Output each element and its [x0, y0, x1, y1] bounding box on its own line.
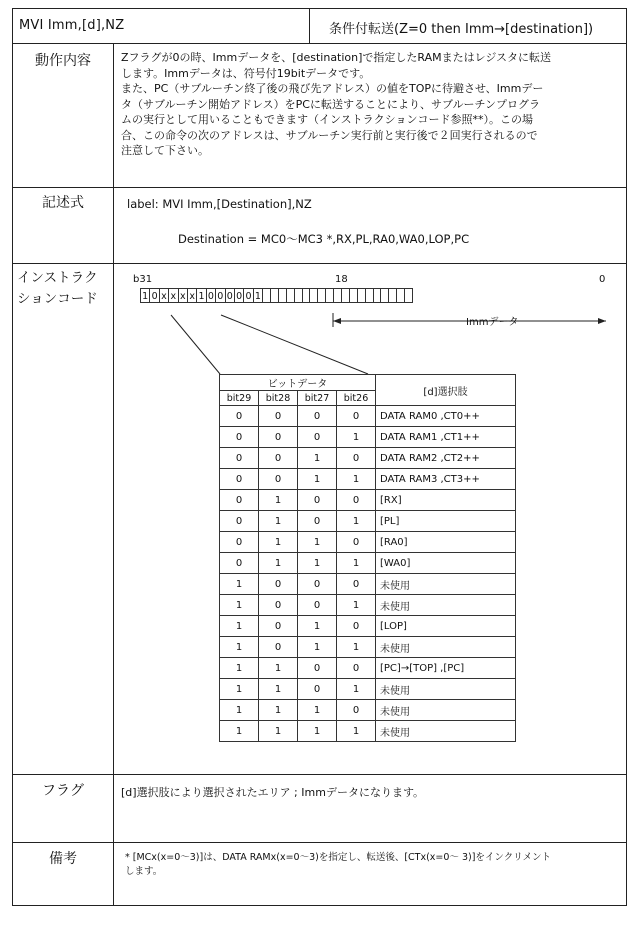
instruction-title: MVI Imm,[d],NZ — [19, 18, 125, 33]
bit-cell: 0 — [225, 288, 235, 303]
bit18-label: 18 — [335, 274, 348, 285]
remarks-label: 備考 — [49, 851, 77, 867]
table-row — [220, 511, 516, 532]
bit-value-cell: 0 — [298, 427, 337, 448]
destination-cell: [LOP] — [376, 616, 516, 637]
bit-value-cell: 0 — [298, 595, 337, 616]
operation-line: 注意して下さい。 — [121, 144, 209, 157]
destination-cell: DATA RAM0 ,CT0++ — [376, 406, 516, 427]
syntax-label: 記述式 — [42, 195, 84, 211]
bit-value-cell: 1 — [259, 553, 298, 574]
bit-value-cell: 1 — [298, 469, 337, 490]
bit-value-cell: 1 — [220, 679, 259, 700]
header-divider — [309, 9, 310, 43]
bit-value-cell: 1 — [259, 490, 298, 511]
bit-value-cell: 1 — [259, 700, 298, 721]
bit-value-cell: 0 — [298, 406, 337, 427]
destination-cell: [RX] — [376, 490, 516, 511]
bit-value-cell: 0 — [259, 469, 298, 490]
bit-value-cell: 0 — [337, 406, 376, 427]
bit-value-cell: 0 — [337, 658, 376, 679]
bit-cell: 1 — [196, 288, 206, 303]
code-label-line: インストラク — [17, 270, 98, 286]
bit-value-cell: 1 — [259, 679, 298, 700]
table-row — [220, 427, 516, 448]
bit-column-header: bit28 — [259, 391, 298, 406]
page-frame — [12, 8, 627, 906]
destination-cell: 未使用 — [376, 574, 516, 595]
bit-value-cell: 1 — [337, 553, 376, 574]
bit-value-cell: 0 — [337, 574, 376, 595]
table-row — [220, 700, 516, 721]
operation-line: タ（サブルーチン開始アドレス）をPCに転送することにより、サブルーチンプログラ — [121, 97, 541, 111]
bit-value-cell: 0 — [298, 658, 337, 679]
bit-value-cell: 1 — [259, 721, 298, 742]
bit-value-cell: 1 — [259, 511, 298, 532]
bit-value-cell: 1 — [220, 616, 259, 637]
table-row — [220, 595, 516, 616]
operation-line: Zフラグが0の時、Immデータを、[destination]で指定したRAMまたはレジスタに転送 — [121, 51, 552, 64]
bit-cell: 1 — [253, 288, 263, 303]
bit0-label: 0 — [599, 274, 606, 285]
destination-cell: [PL] — [376, 511, 516, 532]
bit-cell: x — [187, 288, 197, 303]
bit-value-cell: 0 — [337, 448, 376, 469]
bit-value-cell: 1 — [298, 721, 337, 742]
bit-value-cell: 0 — [298, 511, 337, 532]
bit-cell: 0 — [215, 288, 225, 303]
bit-data-header: ビットデータ — [220, 375, 376, 391]
bit-value-cell: 1 — [220, 700, 259, 721]
destination-cell: 未使用 — [376, 679, 516, 700]
destination-cell: DATA RAM2 ,CT2++ — [376, 448, 516, 469]
bit-value-cell: 1 — [337, 427, 376, 448]
row-divider — [13, 187, 626, 188]
bit-value-cell: 0 — [259, 448, 298, 469]
bit-value-cell: 0 — [220, 553, 259, 574]
bit-value-cell: 1 — [337, 469, 376, 490]
remarks-line: * [MCx(x=0～3)]は、DATA RAMx(x=0～3)を指定し、転送後、[CTx(x=0～ 3)]をインクリメント — [125, 852, 552, 863]
destination-list: Destination = MC0～MC3 *,RX,PL,RA0,WA0,LOP,PC — [178, 232, 470, 246]
expansion-line-left — [171, 315, 220, 374]
imm-data-label: Immデータ — [466, 317, 519, 328]
bit-value-cell: 0 — [259, 616, 298, 637]
bit-cell: x — [168, 288, 178, 303]
table-row — [220, 448, 516, 469]
bit-value-cell: 0 — [220, 427, 259, 448]
bit-value-cell: 0 — [259, 574, 298, 595]
bit-value-cell: 1 — [298, 532, 337, 553]
operation-line: ムの実行として用いることもできます（インストラクションコード参照**）。この場 — [121, 113, 533, 126]
code-label-line: ションコード — [17, 291, 98, 307]
table-row — [220, 721, 516, 742]
destination-cell: [WA0] — [376, 553, 516, 574]
bit-value-cell: 0 — [220, 448, 259, 469]
bit-value-cell: 1 — [259, 658, 298, 679]
operation-description — [121, 50, 617, 159]
bit-value-cell: 1 — [337, 637, 376, 658]
arrow-head-right — [598, 318, 606, 324]
remarks-line: します。 — [125, 866, 163, 877]
bit-value-cell: 1 — [337, 679, 376, 700]
bit-value-cell: 0 — [298, 679, 337, 700]
bit-value-cell: 1 — [298, 448, 337, 469]
table-row — [220, 553, 516, 574]
destination-cell: 未使用 — [376, 700, 516, 721]
destination-cell: 未使用 — [376, 637, 516, 658]
row-divider — [13, 842, 626, 843]
destination-cell: DATA RAM3 ,CT3++ — [376, 469, 516, 490]
remarks-text — [125, 851, 625, 879]
syntax-line: label: MVI Imm,[Destination],NZ — [127, 197, 312, 211]
bit-value-cell: 0 — [220, 490, 259, 511]
operation-line: します。Immデータは、符号付19bitデータです。 — [121, 66, 371, 80]
table-row — [220, 490, 516, 511]
bit-column-header: bit27 — [298, 391, 337, 406]
bit-value-cell: 1 — [337, 721, 376, 742]
bit-value-cell: 0 — [337, 490, 376, 511]
bit-column-header: bit26 — [337, 391, 376, 406]
table-row — [220, 469, 516, 490]
bit-value-cell: 1 — [337, 595, 376, 616]
bit-value-cell: 1 — [220, 721, 259, 742]
operation-line: 合、この命令の次のアドレスは、サブルーチン実行前と実行後で２回実行されるので — [121, 128, 538, 142]
bit-value-cell: 0 — [337, 532, 376, 553]
bit-cell: x — [159, 288, 169, 303]
bit-value-cell: 1 — [337, 511, 376, 532]
bit-value-cell: 0 — [220, 469, 259, 490]
bit-value-cell: 1 — [220, 637, 259, 658]
expansion-line-right — [221, 315, 368, 374]
bit-value-cell: 1 — [298, 616, 337, 637]
label-column-divider — [113, 43, 114, 905]
bit-cell: 0 — [243, 288, 253, 303]
instruction-summary: 条件付転送(Z=0 then Imm→[destination]) — [329, 22, 594, 37]
row-divider — [13, 263, 626, 264]
bit31-label: b31 — [133, 274, 153, 285]
bit-value-cell: 0 — [337, 700, 376, 721]
bit-value-cell: 1 — [259, 532, 298, 553]
bit-value-cell: 0 — [259, 406, 298, 427]
bit-value-cell: 0 — [259, 637, 298, 658]
bit-data-table — [219, 374, 516, 742]
row-divider — [13, 774, 626, 775]
bit-value-cell: 1 — [220, 658, 259, 679]
bit-value-cell: 0 — [337, 616, 376, 637]
bit-cell: 0 — [149, 288, 159, 303]
bit-value-cell: 1 — [298, 700, 337, 721]
row-divider — [13, 43, 626, 44]
destination-cell: [RA0] — [376, 532, 516, 553]
table-row — [220, 532, 516, 553]
table-row — [220, 406, 516, 427]
bit-column-header: bit29 — [220, 391, 259, 406]
bit-value-cell: 0 — [220, 532, 259, 553]
bit-value-cell: 0 — [259, 427, 298, 448]
operation-line: また、PC（サブルーチン終了後の飛び先アドレス）の値をTOPに待避させ、Immデー — [121, 82, 544, 95]
bit-value-cell: 1 — [298, 553, 337, 574]
bit-cell: 0 — [234, 288, 244, 303]
table-row — [220, 574, 516, 595]
destination-cell: [PC]→[TOP] ,[PC] — [376, 658, 516, 679]
table-row — [220, 658, 516, 679]
flag-label: フラグ — [42, 783, 84, 799]
bit-cell: 0 — [206, 288, 216, 303]
arrow-head-left — [333, 318, 341, 324]
bit-value-cell: 1 — [220, 574, 259, 595]
bit-value-cell: 0 — [259, 595, 298, 616]
operation-label: 動作内容 — [35, 53, 91, 69]
bit-cell: 1 — [140, 288, 150, 303]
table-row — [220, 637, 516, 658]
table-row — [220, 679, 516, 700]
bit-value-cell: 0 — [298, 574, 337, 595]
destination-cell: 未使用 — [376, 595, 516, 616]
bit-value-cell: 0 — [220, 511, 259, 532]
bit-value-cell: 0 — [220, 406, 259, 427]
table-row — [220, 616, 516, 637]
bit-table-body — [220, 406, 516, 742]
bit-value-cell: 0 — [298, 490, 337, 511]
d-select-header: [d]選択肢 — [376, 375, 516, 406]
flag-description: [d]選択肢により選択されたエリア ; Immデータになります。 — [121, 786, 425, 799]
bit-value-cell: 1 — [220, 595, 259, 616]
bit-value-cell: 1 — [298, 637, 337, 658]
bit-cell: x — [178, 288, 188, 303]
destination-cell: DATA RAM1 ,CT1++ — [376, 427, 516, 448]
destination-cell: 未使用 — [376, 721, 516, 742]
